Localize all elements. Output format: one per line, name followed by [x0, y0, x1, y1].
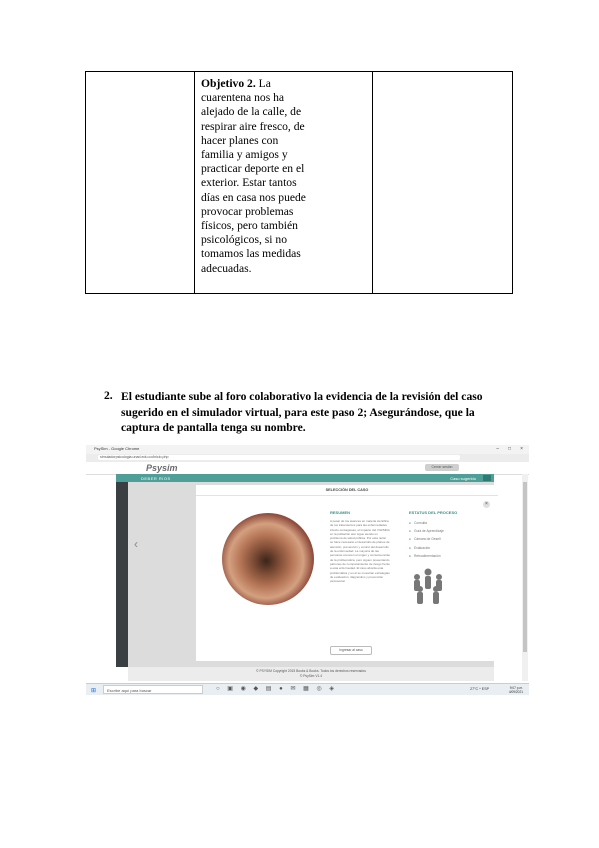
list-item[interactable]: ● Evaluación — [409, 545, 431, 550]
close-icon[interactable]: × — [483, 501, 490, 508]
table-divider-2 — [372, 72, 373, 293]
windows-taskbar — [86, 683, 529, 695]
list-item[interactable]: ● Guía de Aprendizaje — [409, 529, 444, 534]
scrollbar-thumb[interactable] — [523, 482, 527, 652]
list-item-text: El estudiante sube al foro colaborativo la evidencia de la revisión del caso sugerido en el simulador virtual, para este paso 2; Asegurándose, que la captura de pantalla tenga su nombre. — [121, 390, 483, 434]
objective-cell — [201, 77, 306, 276]
minimize-icon[interactable]: – — [496, 446, 499, 452]
close-window-icon[interactable]: × — [520, 446, 523, 452]
clock-date: 4/09/2021 — [508, 689, 523, 694]
list-item[interactable]: ● Retroalimentación — [409, 553, 441, 558]
objective-text: La cuarentena nos ha alejado de la calle, de respirar aire fresco, de hacer planes con familia y amigos y practicar deporte en el exterior. Estar tantos días en casa nos puede provocar problemas físicos, pero también psicológicos, si no tomamos las medidas adecuadas. — [201, 77, 306, 275]
bullet-icon: ● — [409, 537, 411, 542]
menu-icon[interactable] — [483, 475, 491, 481]
system-tray[interactable]: 27°C ^ ESP — [470, 687, 489, 691]
page-footer — [128, 667, 494, 681]
people-group-icon — [410, 567, 446, 605]
psysim-logo: Psysim — [146, 463, 178, 473]
taskbar-apps[interactable]: ○ ▣ ◉ ◆ ▤ ● ✉ ▦ ◎ ◈ — [216, 686, 337, 692]
resumen-title: RESUMEN — [330, 510, 351, 515]
browser-titlebar — [86, 445, 529, 454]
address-bar — [86, 454, 529, 462]
card-divider — [196, 495, 498, 496]
footer-version: © PsySim V1.4 — [299, 674, 323, 678]
estatus-title: ESTATUS DEL PROCESO — [409, 510, 458, 515]
list-item[interactable]: ● Cámara de Gesell — [409, 537, 441, 542]
list-item-number: 2. — [104, 389, 113, 402]
objective-label: Objetivo 2. — [201, 77, 256, 90]
scrollbar[interactable] — [522, 474, 528, 681]
taskbar-search[interactable]: Escribe aquí para buscar — [103, 685, 203, 694]
embedded-screenshot — [86, 445, 529, 695]
window-title: PsySim - Google Chrome — [94, 446, 140, 451]
teal-nav-bar — [116, 474, 494, 482]
objective-table — [85, 71, 513, 294]
maximize-icon[interactable]: □ — [507, 446, 511, 452]
estatus-list — [409, 519, 444, 560]
enter-case-button[interactable]: Ingresar al caso — [330, 646, 372, 655]
left-sidebar — [116, 474, 128, 667]
bullet-icon: ● — [409, 529, 411, 534]
chevron-left-icon[interactable]: ‹ — [134, 537, 138, 551]
hands-image — [222, 513, 314, 605]
taskbar-clock — [509, 686, 523, 694]
logout-button[interactable]: Cerrar sesión — [425, 464, 459, 471]
suggested-case-label[interactable]: Caso sugerido — [450, 475, 476, 481]
bullet-icon: ● — [409, 521, 411, 525]
user-name: DEBER RIOS — [141, 475, 171, 481]
bullet-icon: ● — [409, 545, 411, 550]
url-field[interactable]: simuladorpsicologia.unad.edu.co/inicio.php — [98, 455, 460, 460]
windows-start-icon[interactable]: ⊞ — [91, 688, 97, 694]
clock-time: 9:07 p.m. — [509, 685, 523, 690]
footer-copyright: © PSYSIM Copyright 2015 Books & Books. Todos los derechos reservados — [256, 669, 366, 673]
card-header: SELECCIÓN DEL CASO — [325, 488, 369, 492]
bullet-icon: ● — [409, 553, 411, 558]
resumen-text: A pesar de los avances en materia científica de los tratamientos para las enfermedades infecto-contagiosas, el impacto del VIH/SIDA en la población aún sigue siendo un problema de salud pública. Por esta razón se hace necesario el desarrollo de planes de atención, prevención y control del desarrollo de la enfermedad. La mayoría de las personas conocen el origen y consecuencias de la problemática, pero siguen presentando patrones de comportamiento de riesgo frente a esta enfermedad. El caso aborda esta problemática y en él se muestran estrategias de evaluación, diagnóstico y prevención psicosocial. — [330, 519, 390, 584]
table-divider-1 — [194, 72, 195, 293]
list-item[interactable]: ● Consulta — [409, 521, 428, 525]
case-card — [134, 485, 498, 661]
